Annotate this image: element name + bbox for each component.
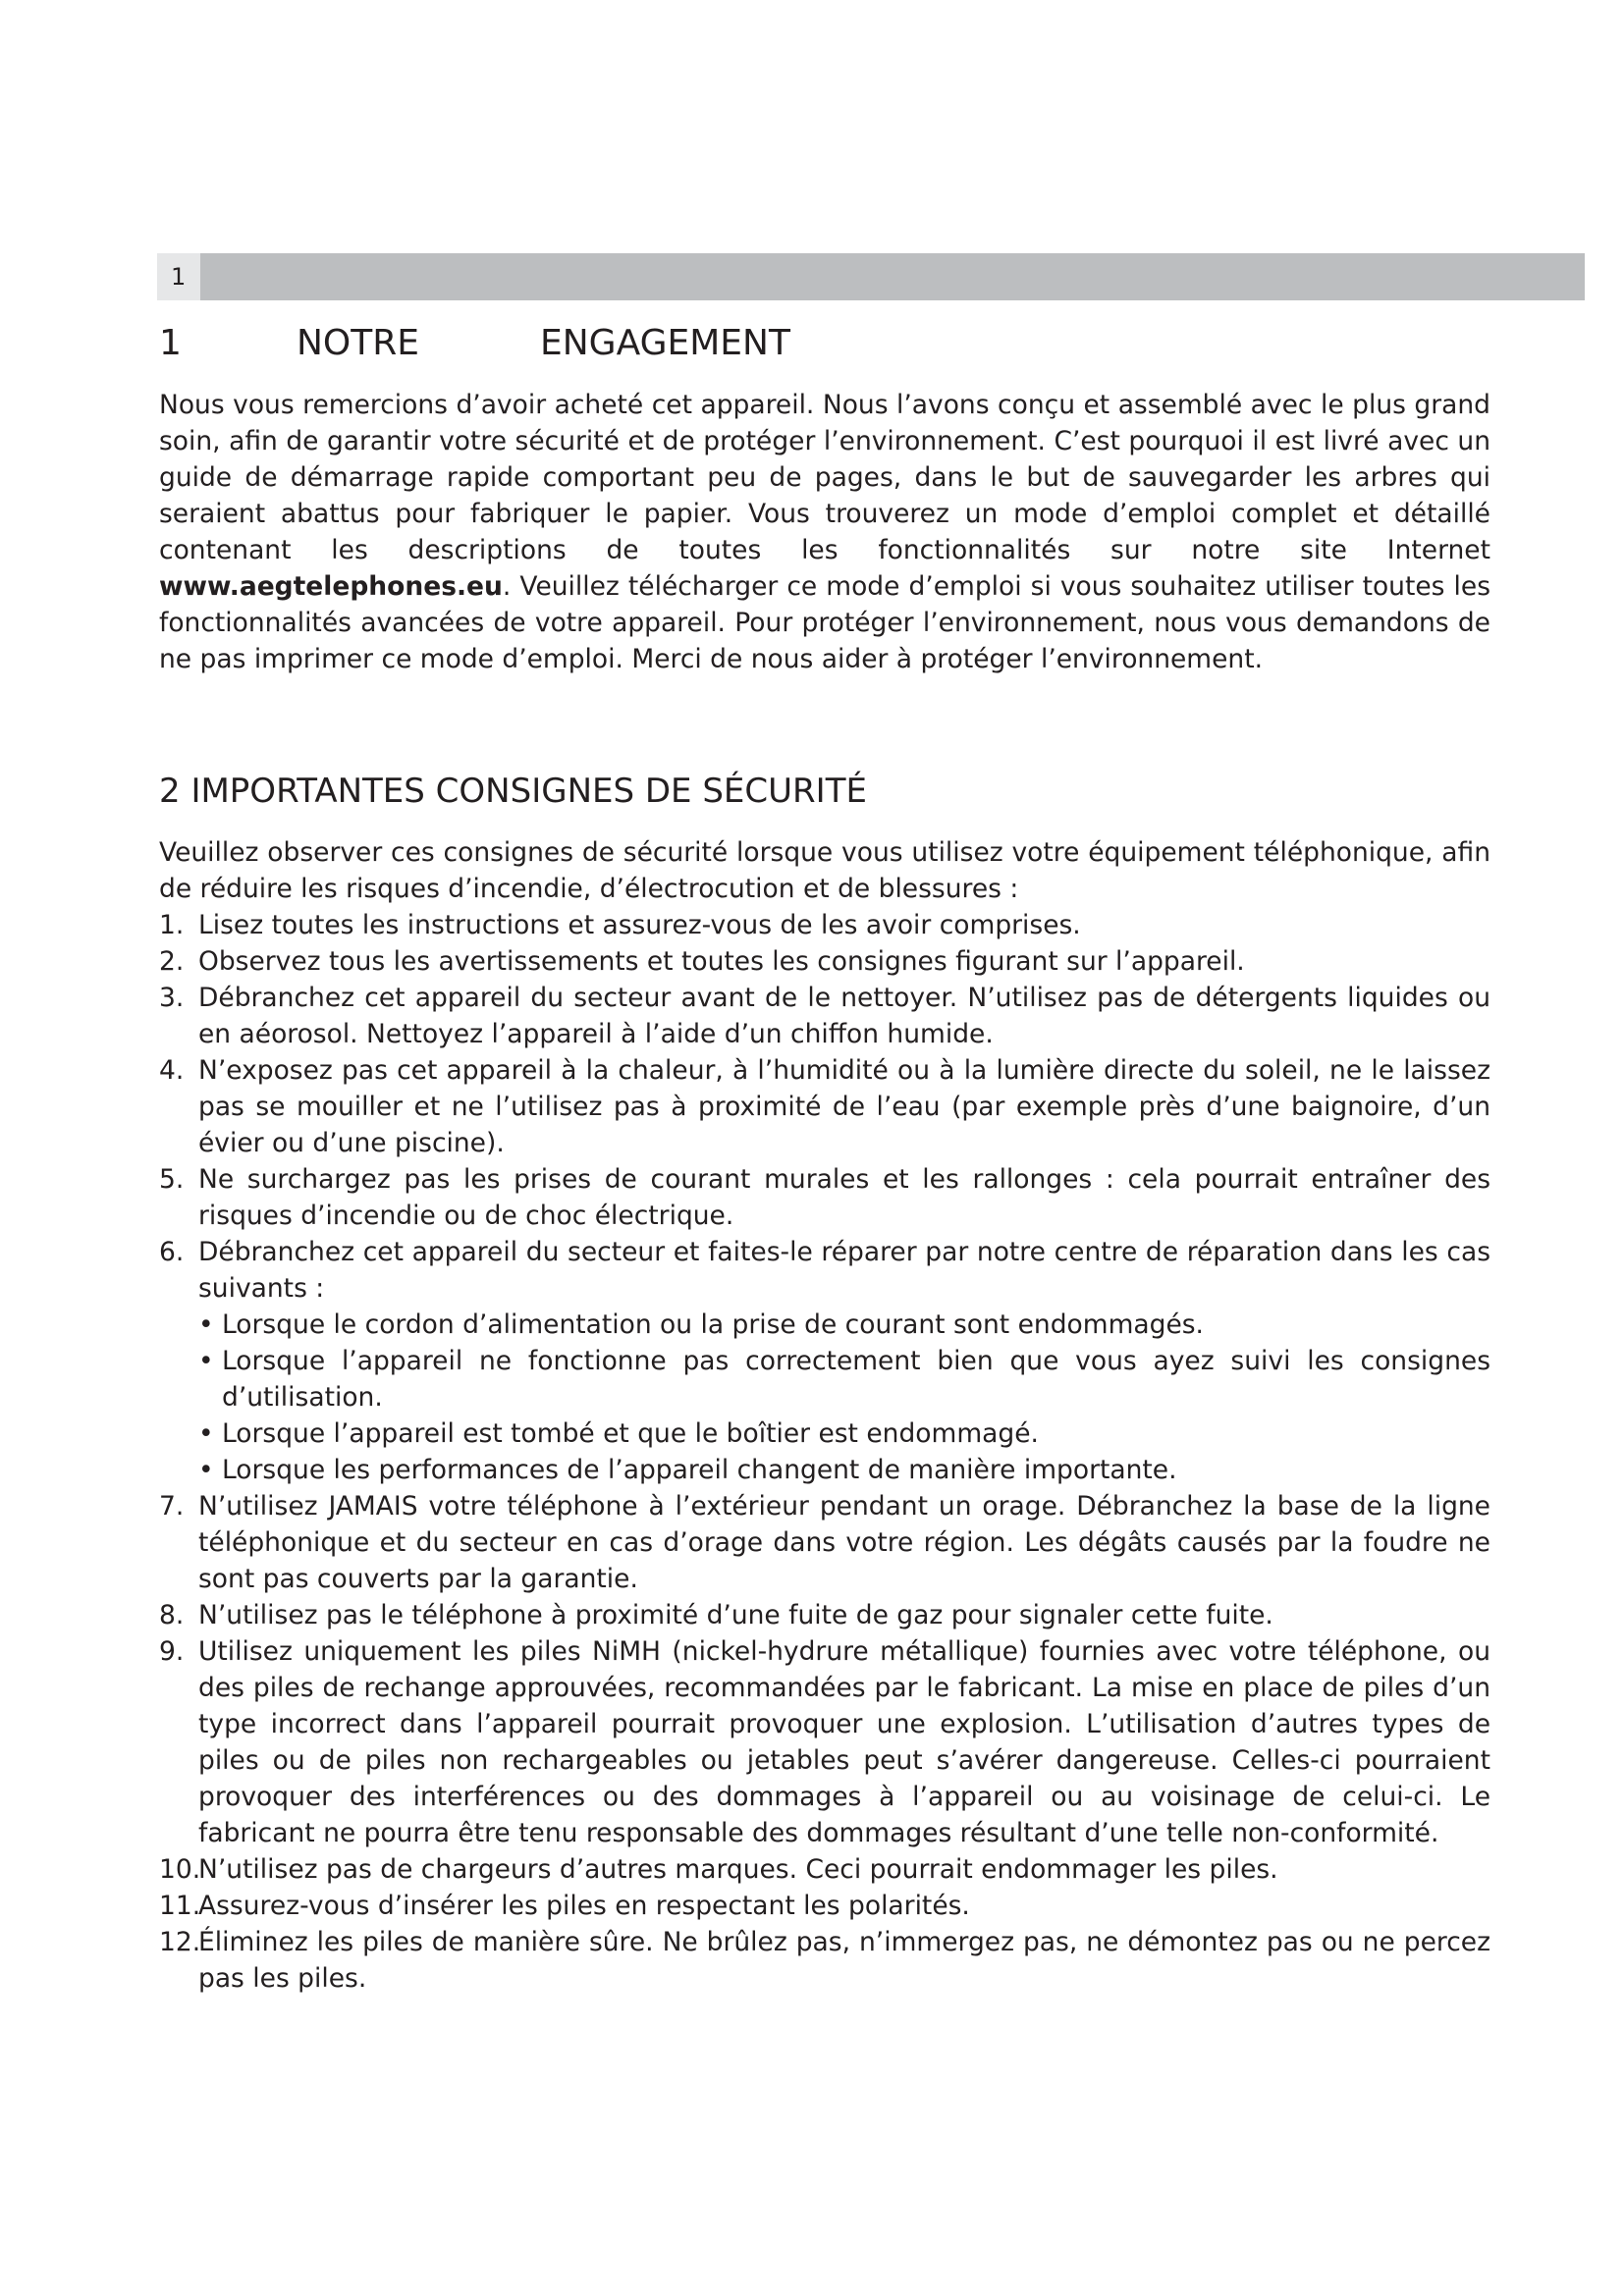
list-item-number: 4. — [159, 1055, 185, 1086]
section-1-title-word-2: ENGAGEMENT — [540, 323, 790, 363]
list-item — [159, 1888, 1490, 1924]
list-item — [159, 1924, 1490, 1997]
list-item — [159, 1052, 1490, 1161]
list-item-text: Éliminez les piles de manière sûre. Ne brûlez pas, n’immergez pas, ne démontez pas ou ne percez pas les piles. — [198, 1927, 1490, 1994]
list-item-text: N’utilisez JAMAIS votre téléphone à l’extérieur pendant un orage. Débranchez la base de la ligne téléphonique et du secteur en cas d’orage dans votre région. Les dégâts causés par la foudre ne sont pas couverts par la garantie. — [198, 1491, 1490, 1594]
list-item-text: N’utilisez pas de chargeurs d’autres marques. Ceci pourrait endommager les piles. — [198, 1854, 1278, 1885]
list-item — [159, 1234, 1490, 1488]
list-item — [159, 1597, 1490, 1633]
list-item-text: N’utilisez pas le téléphone à proximité d’une fuite de gaz pour signaler cette fuite. — [198, 1600, 1273, 1630]
section-2-heading: 2 IMPORTANTES CONSIGNES DE SÉCURITÉ — [159, 772, 867, 811]
list-item-number: 5. — [159, 1164, 185, 1195]
list-item-text: Observez tous les avertissements et toutes les consignes figurant sur l’appareil. — [198, 946, 1245, 977]
bullet-icon: • — [198, 1455, 214, 1485]
section-2-intro: Veuillez observer ces consignes de sécurité lorsque vous utilisez votre équipement téléphonique, afin de réduire les risques d’incendie, d’électrocution et de blessures : — [159, 837, 1490, 904]
list-item — [159, 1633, 1490, 1851]
list-item-number: 7. — [159, 1491, 185, 1522]
sub-list-item — [198, 1415, 1490, 1452]
list-item-number: 10. — [159, 1854, 201, 1885]
page-header-bar — [157, 253, 1585, 300]
sub-list-item-text: Lorsque l’appareil est tombé et que le boîtier est endommagé. — [222, 1418, 1039, 1449]
section-1-text-before-link: Nous vous remercions d’avoir acheté cet appareil. Nous l’avons conçu et assemblé avec le plus grand soin, afin de garantir votre sécurité et de protéger l’environnement. C’est pourquoi il est livré avec un guide de démarrage rapide comportant peu de pages, dans le but de sauvegarder les arbres qui seraient abattus pour fabriquer le papier. Vous trouverez un mode d’emploi complet et détaillé contenant les descriptions de toutes les fonctionnalités sur notre site Internet — [159, 390, 1490, 565]
list-item-number: 9. — [159, 1636, 185, 1667]
document-body — [159, 322, 1490, 1997]
list-item-number: 3. — [159, 983, 185, 1013]
list-item-number: 1. — [159, 910, 185, 940]
list-item-number: 6. — [159, 1237, 185, 1267]
sub-list-item-text: Lorsque l’appareil ne fonctionne pas correctement bien que vous ayez suivi les consignes d’utilisation. — [222, 1346, 1490, 1413]
list-item-text: Débranchez cet appareil du secteur avant de le nettoyer. N’utilisez pas de détergents liquides ou en aéorosol. Nettoyez l’appareil à l’aide d’un chiffon humide. — [198, 983, 1490, 1049]
bullet-icon: • — [198, 1309, 214, 1340]
list-item-number: 11. — [159, 1891, 201, 1921]
list-item — [159, 943, 1490, 980]
list-item — [159, 1161, 1490, 1234]
sub-list-item-text: Lorsque le cordon d’alimentation ou la prise de courant sont endommagés. — [222, 1309, 1204, 1340]
bullet-icon: • — [198, 1418, 214, 1449]
header-bar-fill — [200, 253, 1585, 300]
section-1-heading — [159, 322, 1490, 365]
list-item-number: 12. — [159, 1927, 201, 1957]
list-item — [159, 1851, 1490, 1888]
sub-list-item — [198, 1307, 1490, 1343]
sub-list-item-text: Lorsque les performances de l’appareil changent de manière importante. — [222, 1455, 1177, 1485]
section-1-title-word-1: NOTRE — [297, 323, 420, 363]
repair-cases-list — [198, 1307, 1490, 1488]
list-item-number: 8. — [159, 1600, 185, 1630]
page-number: 1 — [157, 253, 200, 300]
website-link[interactable]: www.aegtelephones.eu — [159, 571, 503, 602]
list-item-number: 2. — [159, 946, 185, 977]
section-1-text-after-link: . Veuillez télécharger ce mode d’emploi si vous souhaitez utiliser toutes les fonctionnalités avancées de votre appareil. Pour protéger l’environnement, nous vous demandons de ne pas imprimer ce mode d’emploi. Merci de nous aider à protéger l’environnement. — [159, 571, 1490, 674]
sub-list-item — [198, 1452, 1490, 1488]
list-item-text: Ne surchargez pas les prises de courant murales et les rallonges : cela pourrait entraîner des risques d’incendie ou de choc électrique. — [198, 1164, 1490, 1231]
list-item-text: Débranchez cet appareil du secteur et faites-le réparer par notre centre de réparation dans les cas suivants : — [198, 1237, 1490, 1304]
bullet-icon: • — [198, 1346, 214, 1376]
list-item-text: Assurez-vous d’insérer les piles en respectant les polarités. — [198, 1891, 970, 1921]
list-item-text: N’exposez pas cet appareil à la chaleur, à l’humidité ou à la lumière directe du soleil, ne le laissez pas se mouiller et ne l’utilisez pas à proximité de l’eau (par exemple près d’une baignoire, d’un évier ou d’une piscine). — [198, 1055, 1490, 1158]
list-item — [159, 907, 1490, 943]
section-1-paragraph — [159, 387, 1490, 677]
safety-instructions-list — [159, 907, 1490, 1997]
list-item-text: Utilisez uniquement les piles NiMH (nickel-hydrure métallique) fournies avec votre téléphone, ou des piles de rechange approuvées, recommandées par le fabricant. La mise en place de piles d’un type incorrect dans l’appareil pourrait provoquer une explosion. L’utilisation d’autres types de piles ou de piles non rechargeables ou jetables peut s’avérer dangereuse. Celles-ci pourraient provoquer des interférences ou des dommages à l’appareil ou au voisinage de celui-ci. Le fabricant ne pourra être tenu responsable des dommages résultant d’une telle non-conformité. — [198, 1636, 1490, 1848]
list-item-text: Lisez toutes les instructions et assurez-vous de les avoir comprises. — [198, 910, 1081, 940]
sub-list-item — [198, 1343, 1490, 1415]
list-item — [159, 980, 1490, 1052]
section-1-number: 1 — [159, 323, 182, 363]
list-item — [159, 1488, 1490, 1597]
